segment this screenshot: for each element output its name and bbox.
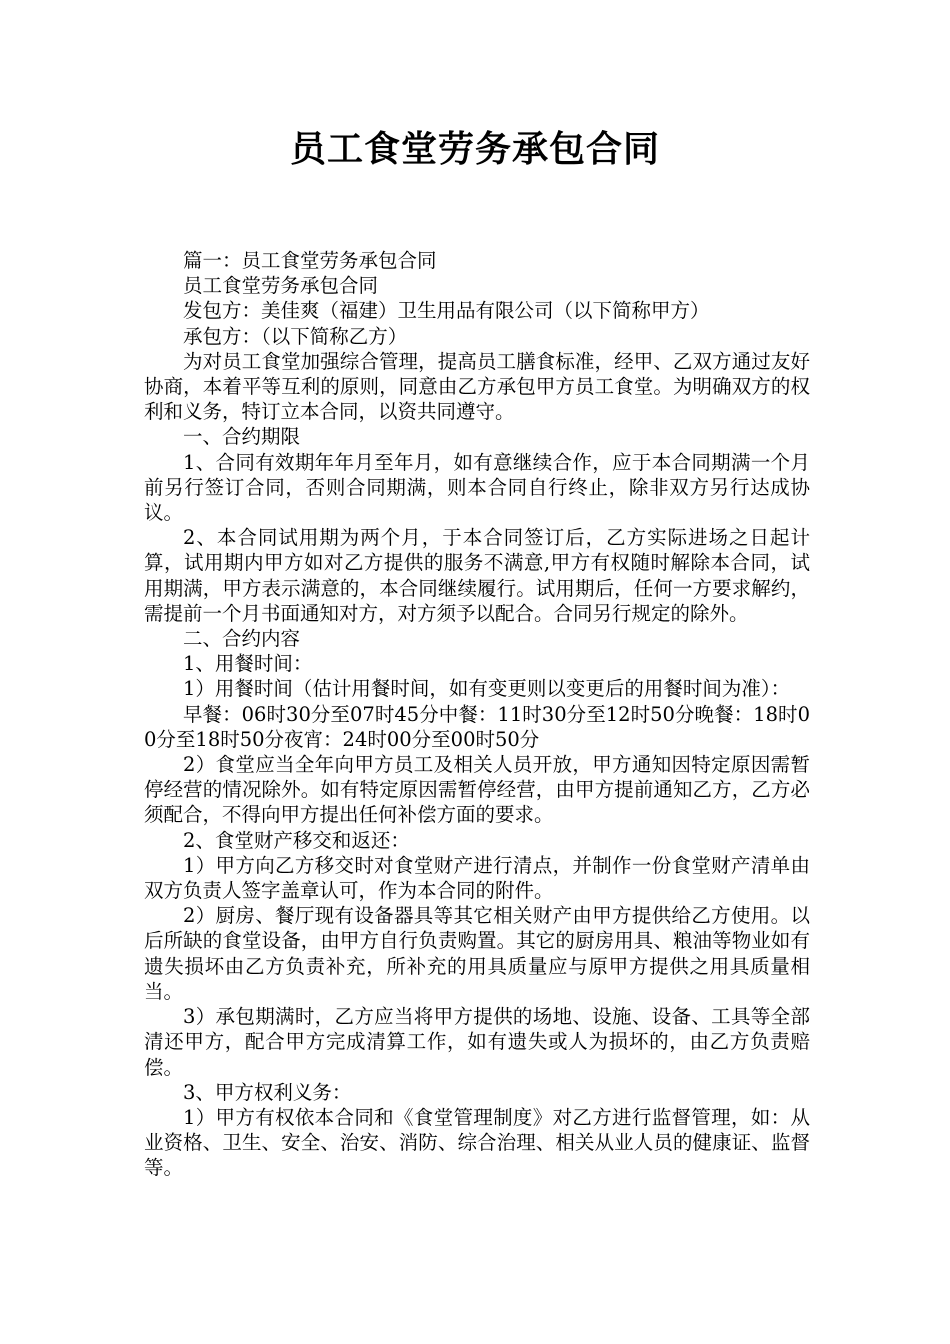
section-heading-term: 一、合约期限 bbox=[183, 425, 301, 449]
paragraph-term-2: 2、本合同试用期为两个月，于本合同签订后，乙方实际进场之日起计算，试用期内甲方如对乙方提供的服务不满意,甲方有权随时解除本合同，试用期满，甲方表示满意的，本合同继续履行。试用期后，任何一方要求解约，需提前一个月书面通知对方，对方须予以配合。合同另行规定的除外。 bbox=[144, 526, 810, 625]
subheading-property: 2、食堂财产移交和返还： bbox=[183, 828, 410, 852]
paragraph-contract-name: 员工食堂劳务承包合同 bbox=[183, 274, 379, 298]
document-title: 员工食堂劳务承包合同 bbox=[289, 129, 660, 170]
paragraph-meal-schedule: 早餐：06时30分至07时45分中餐：11时30分至12时50分晚餐：18时00分至18时50分夜宵：24时00分至00时50分 bbox=[144, 702, 810, 751]
paragraph-preamble: 为对员工食堂加强综合管理，提高员工膳食标准，经甲、乙双方通过友好协商，本着平等互利的原则，同意由乙方承包甲方员工食堂。为明确双方的权利和义务，特订立本合同，以资共同遵守。 bbox=[144, 349, 810, 424]
document-body bbox=[144, 248, 810, 1181]
paragraph-party-b: 承包方：（以下简称乙方） bbox=[183, 324, 408, 348]
paragraph-party-a: 发包方：美佳爽（福建）卫生用品有限公司（以下简称甲方） bbox=[183, 299, 710, 323]
paragraph-article-heading: 篇一：员工食堂劳务承包合同 bbox=[183, 249, 437, 272]
subheading-meal-time: 1、用餐时间： bbox=[183, 652, 313, 676]
section-heading-content: 二、合约内容 bbox=[183, 627, 301, 651]
paragraph-property-3: 3）承包期满时，乙方应当将甲方提供的场地、设施、设备、工具等全部清还甲方，配合甲方完成清算工作，如有遗失或人为损坏的，由乙方负责赔偿。 bbox=[144, 1005, 810, 1079]
paragraph-property-2: 2）厨房、餐厅现有设备器具等其它相关财产由甲方提供给乙方使用。以后所缺的食堂设备，由甲方自行负责购置。其它的厨房用具、粮油等物业如有遗失损坏由乙方负责补充，所补充的用具质量应与原甲方提供之用具质量相当。 bbox=[144, 904, 810, 1003]
subheading-party-a-rights: 3、甲方权利义务： bbox=[183, 1080, 352, 1104]
paragraph-meal-time-1: 1）用餐时间（估计用餐时间，如有变更则以变更后的用餐时间为准）： bbox=[183, 677, 791, 701]
paragraph-meal-time-2: 2）食堂应当全年向甲方员工及相关人员开放，甲方通知因特定原因需暂停经营的情况除外。如有特定原因需暂停经营，由甲方提前通知乙方，乙方必须配合，不得向甲方提出任何补偿方面的要求。 bbox=[144, 753, 810, 827]
paragraph-term-1: 1、合同有效期年年月至年月，如有意继续合作，应于本合同期满一个月前另行签订合同，否则合同期满，则本合同自行终止，除非双方另行达成协议。 bbox=[144, 450, 810, 525]
paragraph-party-a-rights-1: 1）甲方有权依本合同和《食堂管理制度》对乙方进行监督管理，如：从业资格、卫生、安全、治安、消防、综合治理、相关从业人员的健康证、监督等。 bbox=[144, 1105, 810, 1180]
paragraph-property-1: 1）甲方向乙方移交时对食堂财产进行清点，并制作一份食堂财产清单由双方负责人签字盖章认可，作为本合同的附件。 bbox=[144, 853, 810, 903]
